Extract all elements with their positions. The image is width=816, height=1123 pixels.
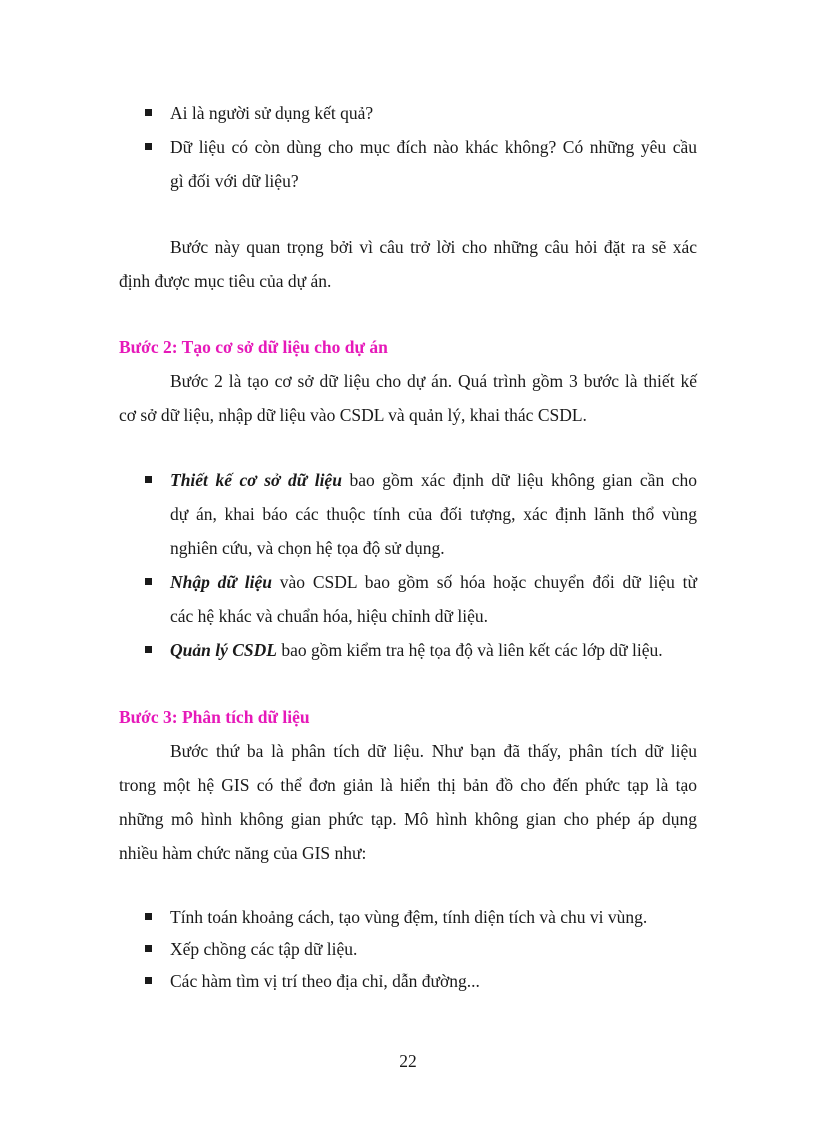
list-item: Nhập dữ liệu vào CSDL bao gồm số hóa hoặc chuyển đổi dữ liệu từ: [170, 572, 697, 592]
term: Thiết kế cơ sở dữ liệu: [170, 470, 342, 490]
bullet-icon: [145, 913, 152, 920]
list-item-continuation: dự án, khai báo các thuộc tính của đối tượng, xác định lãnh thổ vùng: [170, 504, 697, 524]
list-item-continuation: nghiên cứu, và chọn hệ tọa độ sử dụng.: [170, 538, 445, 558]
bullet-icon: [145, 945, 152, 952]
list-item: Thiết kế cơ sở dữ liệu bao gồm xác định dữ liệu không gian cần cho: [170, 470, 697, 490]
paragraph-line: Bước này quan trọng bởi vì câu trở lời cho những câu hỏi đặt ra sẽ xác: [170, 237, 697, 257]
list-item: Xếp chồng các tập dữ liệu.: [170, 939, 358, 959]
paragraph-line: nhiều hàm chức năng của GIS như:: [119, 843, 367, 863]
paragraph-line: cơ sở dữ liệu, nhập dữ liệu vào CSDL và quản lý, khai thác CSDL.: [119, 405, 587, 425]
paragraph-line: định được mục tiêu của dự án.: [119, 271, 332, 291]
paragraph-line: Bước thứ ba là phân tích dữ liệu. Như bạn đã thấy, phân tích dữ liệu: [170, 741, 697, 761]
section-heading-step3: Bước 3: Phân tích dữ liệu: [119, 707, 310, 727]
list-item-continuation: gì đối với dữ liệu?: [170, 171, 299, 191]
term: Quản lý CSDL: [170, 640, 277, 660]
list-item-continuation: các hệ khác và chuẩn hóa, hiệu chỉnh dữ liệu.: [170, 606, 489, 626]
term: Nhập dữ liệu: [170, 572, 272, 592]
paragraph-line: những mô hình không gian phức tạp. Mô hình không gian cho phép áp dụng: [119, 809, 697, 829]
bullet-icon: [145, 476, 152, 483]
bullet-icon: [145, 109, 152, 116]
paragraph-line: Bước 2 là tạo cơ sở dữ liệu cho dự án. Quá trình gồm 3 bước là thiết kế: [170, 371, 697, 391]
list-item: Tính toán khoảng cách, tạo vùng đệm, tính diện tích và chu vi vùng.: [170, 907, 648, 927]
paragraph-line: trong một hệ GIS có thể đơn giản là hiển thị bản đồ cho đến phức tạp là tạo: [119, 775, 697, 795]
list-item: Quản lý CSDL bao gồm kiểm tra hệ tọa độ và liên kết các lớp dữ liệu.: [170, 640, 663, 660]
list-item: Dữ liệu có còn dùng cho mục đích nào khác không? Có những yêu cầu: [170, 137, 697, 157]
section-heading-step2: Bước 2: Tạo cơ sở dữ liệu cho dự án: [119, 337, 388, 357]
page-number: 22: [399, 1051, 417, 1071]
bullet-icon: [145, 977, 152, 984]
bullet-icon: [145, 646, 152, 653]
bullet-icon: [145, 578, 152, 585]
bullet-icon: [145, 143, 152, 150]
list-item: Ai là người sử dụng kết quả?: [170, 103, 374, 123]
list-item: Các hàm tìm vị trí theo địa chỉ, dẫn đường...: [170, 971, 480, 991]
